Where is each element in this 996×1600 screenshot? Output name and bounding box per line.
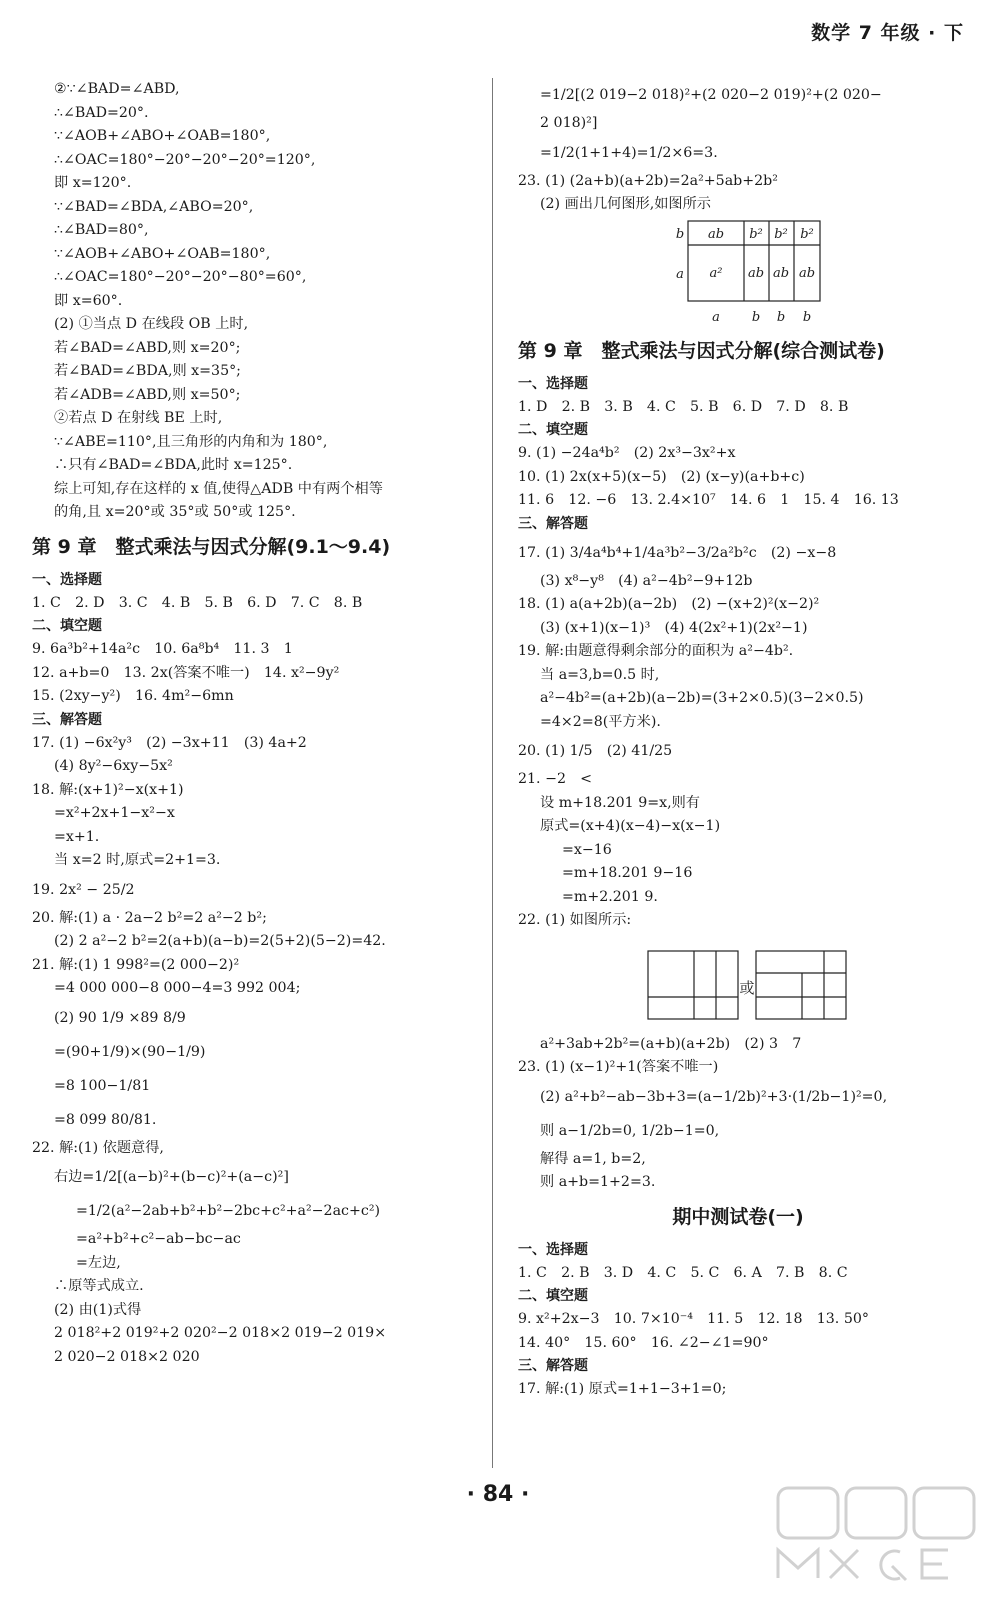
answer-line: 当 a=3,b=0.5 时,: [540, 666, 660, 683]
answer-line: 10. (1) 2x(x+5)(x−5) (2) (x−y)(a+b+c): [518, 468, 805, 485]
section-title: 二、填空题: [518, 422, 588, 438]
page-header-title: 数学 7 年级 · 下: [811, 22, 964, 44]
answer-line: (4) 8y²−6xy−5x²: [54, 758, 173, 774]
answer-line: 21. 解:(1) 1 998²=(2 000−2)²: [32, 956, 240, 973]
section-title: 三、解答题: [518, 515, 588, 532]
row-label: a: [676, 266, 684, 282]
text-line: ∴∠OAC=180°−20°−20°−80°=60°,: [54, 269, 307, 285]
answer-line: 17. 解:(1) 原式=1+1−3+1=0;: [518, 1381, 727, 1397]
answer-line: 15. (2xy−y²) 16. 4m²−6mn: [32, 688, 234, 704]
answer-line: 解得 a=1, b=2,: [540, 1150, 646, 1167]
answer-line: (2) 画出几何图形,如图所示: [540, 196, 711, 212]
text-line: 若∠BAD=∠ABD,则 x=20°;: [54, 339, 241, 356]
answer-line: =x²+2x+1−x²−x: [54, 805, 175, 821]
cell-label: ab: [747, 265, 765, 281]
answer-line: a²+3ab+2b²=(a+b)(a+2b) (2) 3 7: [540, 1035, 802, 1052]
answer-line: 1. C 2. D 3. C 4. B 5. B 6. D 7. C 8. B: [32, 594, 363, 611]
answer-line: =x+1.: [54, 828, 100, 845]
answer-line: 则 a+b=1+2=3.: [540, 1174, 656, 1190]
cell-label: b²: [800, 226, 814, 242]
answer-line: 22. (1) 如图所示:: [518, 912, 632, 928]
col-label: b: [751, 309, 761, 325]
answer-line: 21. −2 <: [518, 771, 593, 787]
answer-line: 则 a−1/2b=0, 1/2b−1=0,: [540, 1122, 720, 1139]
answer-line: (2) a²+b²−ab−3b+3=(a−1/2b)²+3·(1/2b−1)²=0,: [540, 1088, 888, 1105]
text-line: ∵∠BAD=∠BDA,∠ABO=20°,: [54, 198, 254, 215]
col-label: b: [776, 309, 786, 325]
area-grid-svg: [518, 217, 958, 329]
page-number: · 84 ·: [466, 1482, 530, 1507]
text-line: ∴∠BAD=20°.: [54, 104, 149, 121]
text-line: (2) ①当点 D 在线段 OB 上时,: [54, 316, 249, 332]
text-line: 若∠ADB=∠ABD,则 x=50°;: [54, 386, 241, 403]
answer-line: 2 020−2 018×2 020: [54, 1348, 200, 1365]
answer-line: 原式=(x+4)(x−4)−x(x−1): [540, 818, 721, 834]
answer-line: =8 100−1/81: [54, 1077, 151, 1094]
text-line: ②∵∠BAD=∠ABD,: [54, 81, 180, 97]
answer-line: =左边,: [76, 1254, 121, 1271]
section-title: 一、选择题: [518, 1241, 588, 1258]
answer-line: (3) x⁸−y⁸ (4) a²−4b²−9+12b: [540, 572, 753, 589]
answer-line: 20. (1) 1/5 (2) 41/25: [518, 743, 673, 759]
answer-line: =1/2[(2 019−2 018)²+(2 020−2 019)²+(2 020−: [540, 87, 882, 103]
answer-line: =(90+1/9)×(90−1/9): [54, 1043, 206, 1060]
answer-line: 9. (1) −24a⁴b² (2) 2x³−3x²+x: [518, 445, 736, 461]
answer-line: 17. (1) −6x²y³ (2) −3x+11 (3) 4a+2: [32, 734, 307, 751]
section-title: 一、选择题: [518, 375, 588, 392]
answer-line: (3) (x+1)(x−1)³ (4) 4(2x²+1)(2x²−1): [540, 619, 808, 636]
cell-label: ab: [707, 226, 725, 242]
answer-line: 2 018²+2 019²+2 020²−2 018×2 019−2 019×: [54, 1325, 387, 1341]
answer-line: 1. D 2. B 3. B 4. C 5. B 6. D 7. D 8. B: [518, 398, 849, 415]
section-title: 二、填空题: [32, 618, 102, 634]
or-label: 或: [739, 978, 755, 997]
answer-line: (2) 90 1/9 ×89 8/9: [54, 1009, 186, 1026]
text-line: 即 x=120°.: [54, 175, 132, 191]
answer-line: 14. 40° 15. 60° 16. ∠2−∠1=90°: [518, 1334, 769, 1351]
cell-label: b²: [749, 226, 763, 242]
cell-label: a²: [709, 265, 723, 281]
text-line: 综上可知,存在这样的 x 值,使得△ADB 中有两个相等: [54, 480, 383, 497]
text-line: ∴只有∠BAD=∠BDA,此时 x=125°.: [54, 457, 293, 473]
text-line: 的角,且 x=20°或 35°或 50°或 125°.: [54, 504, 296, 520]
answer-line: 20. 解:(1) a · 2a−2 b²=2 a²−2 b²;: [32, 909, 267, 926]
right-column: [518, 78, 958, 1402]
text-line: ∴∠OAC=180°−20°−20°−20°=120°,: [54, 151, 316, 168]
chapter-heading: 第 9 章 整式乘法与因式分解(9.1～9.4): [32, 535, 391, 558]
answer-line: 12. a+b=0 13. 2x(答案不唯一) 14. x²−9y²: [32, 664, 340, 681]
text-line: ∵∠AOB+∠ABO+∠OAB=180°,: [54, 128, 271, 144]
answer-line: =1/2(a²−2ab+b²+b²−2bc+c²+a²−2ac+c²): [76, 1203, 381, 1219]
answer-line: 当 x=2 时,原式=2+1=3.: [54, 852, 221, 868]
midterm-heading: 期中测试卷(一): [672, 1205, 804, 1228]
cell-label: b²: [774, 226, 788, 242]
watermark-logo: [772, 1480, 982, 1590]
col-label: b: [802, 309, 812, 325]
area-grid-figure: [518, 217, 958, 329]
cell-label: ab: [798, 265, 816, 281]
column-divider: [492, 78, 493, 1468]
text-line: ∵∠ABE=110°,且三角形的内角和为 180°,: [54, 433, 328, 450]
left-column: [32, 78, 472, 1369]
text-line: 若∠BAD=∠BDA,则 x=35°;: [54, 363, 241, 379]
answer-line: =a²+b²+c²−ab−bc−ac: [76, 1231, 241, 1247]
answer-line: 9. x²+2x−3 10. 7×10⁻⁴ 11. 5 12. 18 13. 50°: [518, 1311, 869, 1327]
answer-line: =4 000 000−8 000−4=3 992 004;: [54, 980, 301, 996]
answer-line: 11. 6 12. −6 13. 2.4×10⁷ 14. 6 1 15. 4 16. 13: [518, 492, 899, 508]
answer-line: ∴原等式成立.: [54, 1278, 144, 1294]
row-label: b: [675, 226, 685, 242]
text-line: ②若点 D 在射线 BE 上时,: [54, 410, 223, 426]
section-title: 三、解答题: [32, 711, 102, 728]
answer-line: 1. C 2. B 3. D 4. C 5. C 6. A 7. B 8. C: [518, 1264, 848, 1281]
answer-line: 2 018)²]: [540, 115, 598, 131]
answer-line: 23. (1) (2a+b)(a+2b)=2a²+5ab+2b²: [518, 172, 778, 189]
answer-line: 18. (1) a(a+2b)(a−2b) (2) −(x+2)²(x−2)²: [518, 596, 820, 612]
answer-line: 设 m+18.201 9=x,则有: [540, 794, 700, 811]
section-title: 二、填空题: [518, 1288, 588, 1304]
answer-line: =m+2.201 9.: [562, 888, 658, 905]
answer-line: =4×2=8(平方米).: [540, 713, 661, 730]
answer-line: =m+18.201 9−16: [562, 865, 693, 881]
answer-line: (2) 由(1)式得: [54, 1301, 142, 1318]
answer-line: =1/2(1+1+4)=1/2×6=3.: [540, 144, 718, 161]
cell-label: ab: [772, 265, 790, 281]
text-line: 即 x=60°.: [54, 292, 123, 309]
section-title: 三、解答题: [518, 1358, 588, 1374]
answer-line: =x−16: [562, 841, 612, 858]
answer-line: =8 099 80/81.: [54, 1111, 157, 1128]
answer-line: 18. 解:(x+1)²−x(x+1): [32, 781, 184, 798]
answer-line: 22. 解:(1) 依题意得,: [32, 1139, 164, 1156]
chapter-heading: 第 9 章 整式乘法与因式分解(综合测试卷): [518, 339, 885, 362]
partition-figure: [518, 933, 958, 1033]
section-title: 一、选择题: [32, 571, 102, 588]
answer-line: 右边=1/2[(a−b)²+(b−c)²+(a−c)²]: [54, 1169, 289, 1185]
answer-line: 9. 6a³b²+14a²c 10. 6a⁸b⁴ 11. 3 1: [32, 641, 293, 657]
text-line: ∴∠BAD=80°,: [54, 222, 149, 238]
answer-line: 17. (1) 3/4a⁴b⁴+1/4a³b²−3/2a²b²c (2) −x−8: [518, 544, 837, 561]
answer-line: 23. (1) (x−1)²+1(答案不唯一): [518, 1059, 719, 1075]
answer-line: a²−4b²=(a+2b)(a−2b)=(3+2×0.5)(3−2×0.5): [540, 690, 864, 706]
partition-svg: [518, 933, 958, 1033]
answer-line: 19. 2x² − 25/2: [32, 881, 135, 898]
answer-line: (2) 2 a²−2 b²=2(a+b)(a−b)=2(5+2)(5−2)=42.: [54, 933, 386, 949]
text-line: ∵∠AOB+∠ABO+∠OAB=180°,: [54, 245, 271, 262]
col-label: a: [712, 309, 720, 325]
answer-line: 19. 解:由题意得剩余部分的面积为 a²−4b².: [518, 643, 794, 659]
